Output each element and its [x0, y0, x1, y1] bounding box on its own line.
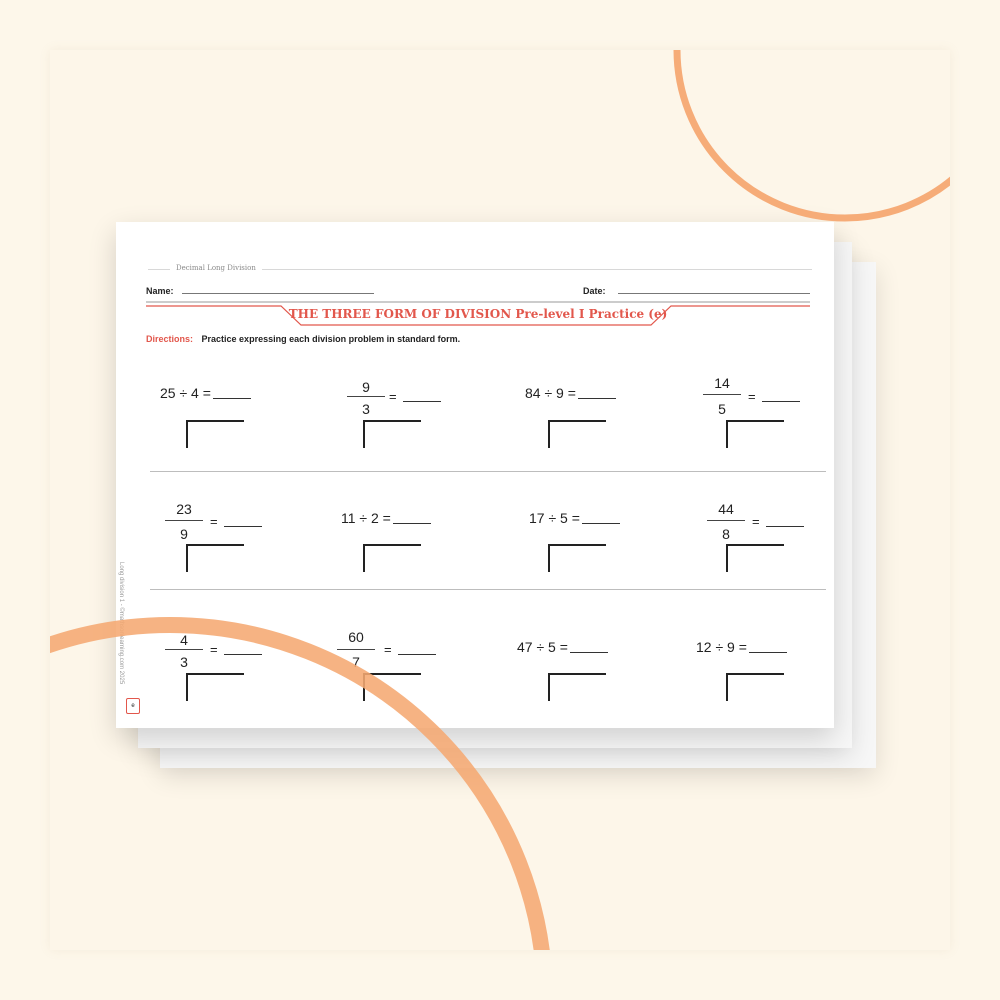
- fraction-denominator: 9: [180, 526, 188, 542]
- fraction-denominator: 3: [180, 654, 188, 670]
- equals-sign: =: [384, 642, 392, 657]
- answer-blank[interactable]: [224, 654, 262, 655]
- answer-blank[interactable]: [749, 652, 787, 653]
- fraction-equals: [384, 642, 436, 657]
- long-division-bracket: [363, 420, 421, 448]
- problem-expression: [517, 639, 608, 655]
- fraction-equals: [210, 642, 262, 657]
- equals-sign: =: [210, 514, 218, 529]
- long-division-bracket: [548, 673, 606, 701]
- copyright-text: Long division 1 - ©mathsonlearning.com 2025: [118, 562, 124, 685]
- header-label: Decimal Long Division: [170, 264, 262, 272]
- fraction-denominator: 3: [362, 401, 370, 417]
- page-badge: e: [126, 698, 140, 714]
- problem-expression: [696, 639, 787, 655]
- long-division-bracket: [726, 673, 784, 701]
- answer-blank[interactable]: [582, 523, 620, 524]
- equals-sign: =: [752, 514, 760, 529]
- expression-text: 12 ÷ 9 =: [696, 639, 747, 655]
- long-division-bracket: [186, 420, 244, 448]
- fraction-numerator: 14: [714, 375, 730, 391]
- fraction-denominator: 7: [352, 654, 360, 670]
- fraction-equals: [210, 514, 262, 529]
- row-divider: [150, 589, 826, 590]
- fraction-bar: [347, 396, 385, 397]
- long-division-bracket: [548, 420, 606, 448]
- fraction-numerator: 60: [348, 629, 364, 645]
- fraction-bar: [337, 649, 375, 650]
- answer-blank[interactable]: [393, 523, 431, 524]
- answer-blank[interactable]: [578, 398, 616, 399]
- expression-text: 11 ÷ 2 =: [341, 510, 391, 526]
- fraction-numerator: 9: [362, 379, 370, 395]
- expression-text: 17 ÷ 5 =: [529, 510, 580, 526]
- equals-sign: =: [210, 642, 218, 657]
- problem-expression: [160, 385, 251, 401]
- equals-sign: =: [389, 389, 397, 404]
- name-field[interactable]: [182, 293, 374, 294]
- answer-blank[interactable]: [398, 654, 436, 655]
- long-division-bracket: [363, 673, 421, 701]
- equals-sign: =: [748, 389, 756, 404]
- fraction-bar: [703, 394, 741, 395]
- name-label: Name:: [146, 286, 174, 296]
- fraction-equals: [748, 389, 800, 404]
- fraction-bar: [165, 520, 203, 521]
- answer-blank[interactable]: [766, 526, 804, 527]
- expression-text: 84 ÷ 9 =: [525, 385, 576, 401]
- directions-label: Directions:: [146, 334, 194, 344]
- fraction-equals: [389, 389, 441, 404]
- fraction-bar: [707, 520, 745, 521]
- fraction-numerator: 4: [180, 632, 188, 648]
- expression-text: 47 ÷ 5 =: [517, 639, 568, 655]
- fraction-denominator: 8: [722, 526, 730, 542]
- fraction-bar: [165, 649, 203, 650]
- answer-blank[interactable]: [224, 526, 262, 527]
- answer-blank[interactable]: [762, 401, 800, 402]
- fraction-equals: [752, 514, 804, 529]
- directions-text: Practice expressing each division problem in standard form.: [201, 334, 461, 344]
- fraction-numerator: 23: [176, 501, 192, 517]
- answer-blank[interactable]: [213, 398, 251, 399]
- long-division-bracket: [186, 544, 244, 572]
- problem-expression: [529, 510, 620, 526]
- worksheet-sheet: [116, 222, 834, 728]
- problem-expression: [525, 385, 616, 401]
- answer-blank[interactable]: [403, 401, 441, 402]
- date-field[interactable]: [618, 293, 810, 294]
- problem-expression: [341, 510, 431, 526]
- long-division-bracket: [726, 544, 784, 572]
- long-division-bracket: [726, 420, 784, 448]
- directions: [146, 334, 460, 344]
- answer-blank[interactable]: [570, 652, 608, 653]
- fraction-denominator: 5: [718, 401, 726, 417]
- long-division-bracket: [363, 544, 421, 572]
- expression-text: 25 ÷ 4 =: [160, 385, 211, 401]
- fraction-numerator: 44: [718, 501, 734, 517]
- long-division-bracket: [548, 544, 606, 572]
- row-divider: [150, 471, 826, 472]
- worksheet-title: THE THREE FORM OF DIVISION Pre-level I Practice (e): [288, 307, 668, 321]
- date-label: Date:: [583, 286, 606, 296]
- long-division-bracket: [186, 673, 244, 701]
